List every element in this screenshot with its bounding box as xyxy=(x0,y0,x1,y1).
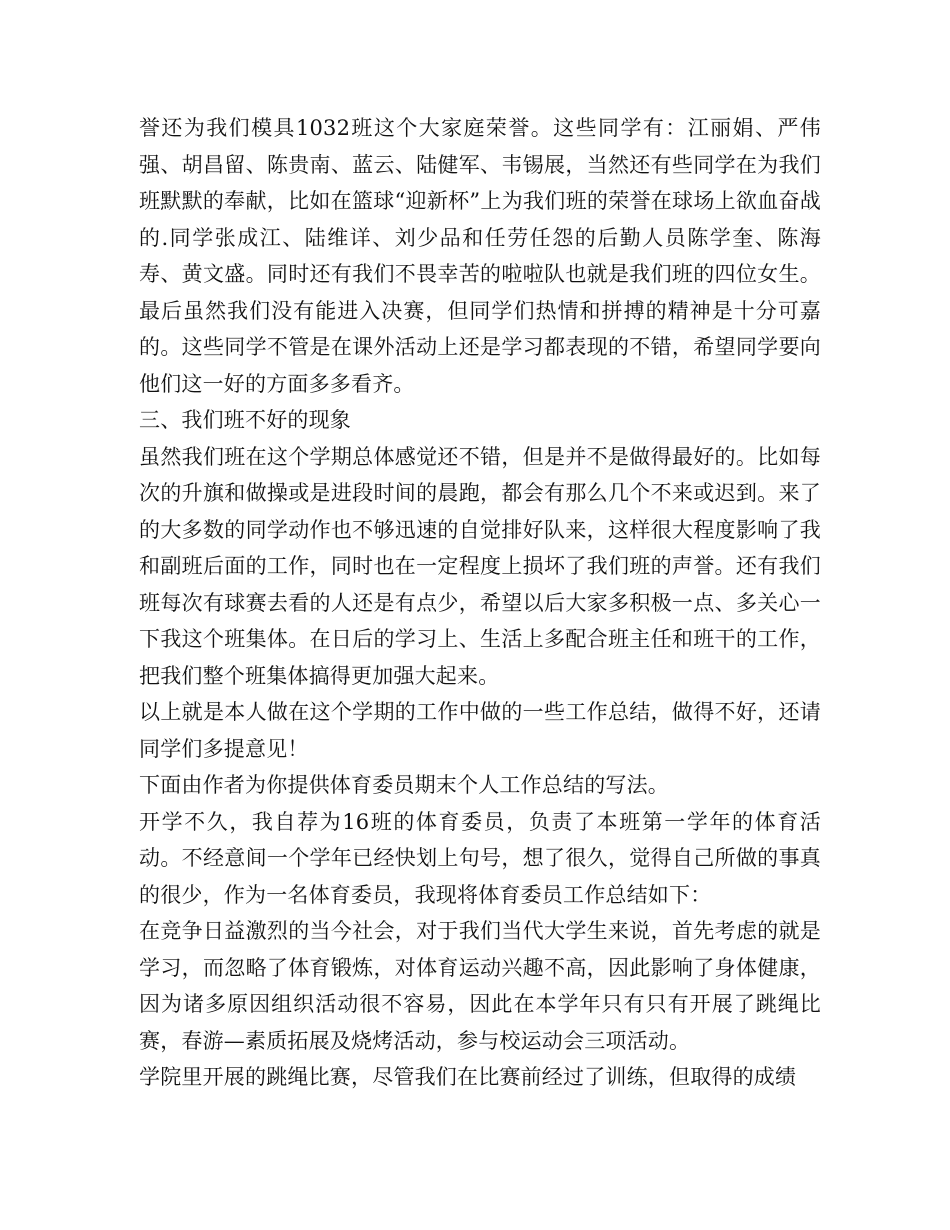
paragraph-class-honor: 誉还为我们模具1032班这个大家庭荣誉。这些同学有：江丽娟、严伟强、胡昌留、陈贵南、蓝云、陆健军、韦锡展，当然还有些同学在为我们班默默的奉献，比如在篮球“迎新杯”上为我们班的荣誉在球场上欲血奋战的.同学张成江、陆维详、刘少品和任劳任怨的后勤人员陈学奎、陈海寿、黄文盛。同时还有我们不畏幸苦的啦啦队也就是我们班的四位女生。最后虽然我们没有能进入决赛，但同学们热情和拼搏的精神是十分可嘉的。这些同学不管是在课外活动上还是学习都表现的不错，希望同学要向他们这一好的方面多多看齐。 xyxy=(139,116,821,396)
paragraph-sports-committee-start: 开学不久，我自荐为16班的体育委员，负责了本班第一学年的体育活动。不经意间一个学年已经快划上句号，想了很久，觉得自己所做的事真的很少，作为一名体育委员，我现将体育委员工作总结如下： xyxy=(139,809,821,907)
paragraph-bad-phenomena: 虽然我们班在这个学期总体感觉还不错，但是并不是做得最好的。比如每次的升旗和做操或是进段时间的晨跑，都会有那么几个不来或迟到。来了的大多数的同学动作也不够迅速的自觉排好队来，这样很大程度影响了我和副班后面的工作，同时也在一定程度上损坏了我们班的声誉。还有我们班每次有球赛去看的人还是有点少，希望以后大家多积极一点、多关心一下我这个班集体。在日后的学习上、生活上多配合班主任和班干的工作，把我们整个班集体搞得更加强大起来。 xyxy=(139,444,821,688)
document-body xyxy=(139,110,821,1096)
section-heading-bad-phenomena: 三、我们班不好的现象 xyxy=(139,408,351,432)
paragraph-conclusion: 以上就是本人做在这个学期的工作中做的一些工作总结，做得不好，还请同学们多提意见！ xyxy=(139,700,821,761)
paragraph-jump-rope: 学院里开展的跳绳比赛，尽管我们在比赛前经过了训练，但取得的成绩 xyxy=(139,1065,797,1089)
paragraph-intro-sports-summary: 下面由作者为你提供体育委员期末个人工作总结的写法。 xyxy=(139,773,669,797)
paragraph-competition-society: 在竞争日益激烈的当今社会，对于我们当代大学生来说，首先考虑的就是学习，而忽略了体育锻炼，对体育运动兴趣不高，因此影响了身体健康，因为诸多原因组织活动很不容易，因此在本学年只有只有开展了跳绳比赛，春游—素质拓展及烧烤活动，参与校运动会三项活动。 xyxy=(139,919,821,1053)
